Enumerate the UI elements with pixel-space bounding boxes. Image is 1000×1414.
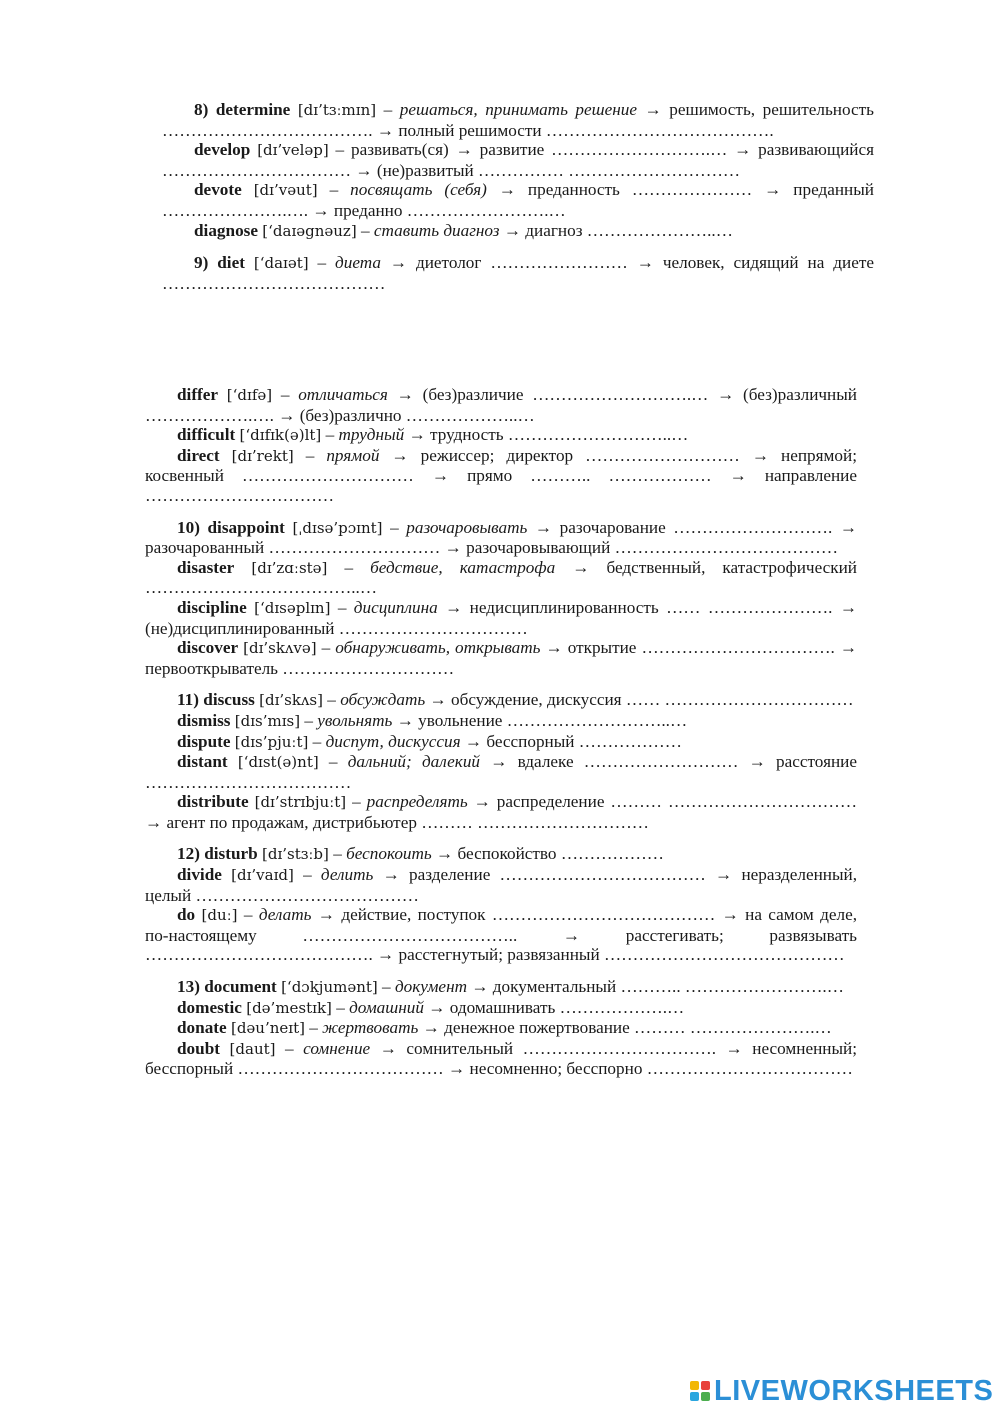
translation: диспут, дискуссия (325, 731, 461, 751)
transcription: [‘dɪfɪk(ə)lt] (239, 426, 322, 445)
entry (145, 385, 857, 425)
translation: дисциплина (353, 597, 438, 617)
translation: дальний; далекий (347, 752, 481, 772)
derivatives: → документальный ……….. …………………….… (467, 977, 844, 997)
entry (145, 638, 857, 678)
separator: – (346, 792, 367, 812)
translation: документ (394, 977, 468, 997)
translation: посвящать (себя) (350, 180, 487, 200)
separator: – (327, 557, 371, 577)
transcription: [dɪ’vaɪd] (231, 866, 294, 885)
separator: – (318, 752, 348, 772)
derivatives: → решимость, решительность ………………………………. → полный решимости …………………………………. (162, 100, 875, 140)
derivatives: → денежное пожертвование ……… ………………….… (418, 1018, 832, 1038)
logo-square (701, 1392, 710, 1401)
entry (145, 1018, 857, 1039)
headword: diagnose (194, 220, 258, 240)
entry (145, 558, 857, 598)
derivatives: → вдалеке ……………………… → расстояние ……………………………… (145, 752, 858, 792)
logo-square (701, 1381, 710, 1390)
separator: – (275, 1038, 304, 1058)
entry (162, 140, 874, 180)
translation: решаться, принимать решение (399, 100, 638, 119)
translation: ставить диагноз (373, 220, 500, 240)
translation: делить (320, 865, 374, 885)
transcription: [dɪ’strɪbjuːt] (254, 793, 347, 812)
separator: – (382, 517, 407, 537)
transcription: [ˌdɪsə’pɔɪnt] (292, 518, 383, 537)
entry (145, 865, 857, 905)
separator: – (308, 731, 326, 751)
headword: divide (177, 865, 222, 885)
separator: – (321, 425, 339, 445)
separator: – (328, 140, 351, 160)
translation: разочаровывать (406, 517, 528, 537)
entry (145, 905, 857, 965)
transcription: [‘daɪəgnəuz] (262, 221, 357, 240)
headword: distribute (177, 792, 249, 812)
entry (145, 752, 857, 792)
entry (145, 425, 857, 446)
translation: сомнение (303, 1038, 371, 1058)
logo-grid-icon (690, 1381, 710, 1401)
transcription: [daut] (229, 1039, 276, 1058)
entry (162, 180, 874, 220)
derivatives: → распределение ……… …………………………… → агент по продажам, дистрибьютер ……… ………………………… (145, 792, 858, 832)
translation: беспокоить (346, 844, 432, 864)
headword: domestic (177, 997, 242, 1017)
transcription: [‘dɪfə] (226, 386, 273, 404)
entry (145, 998, 857, 1019)
entry (145, 732, 857, 753)
separator: – (272, 385, 299, 404)
transcription: [dɪ’tɜːmɪn] (297, 101, 377, 119)
entry (145, 711, 857, 732)
headword: disaster (177, 557, 235, 577)
derivatives: → диетолог …………………… → человек, сидящий на диете ………………………………… (162, 253, 874, 293)
liveworksheets-logo (690, 1376, 993, 1406)
translation: обнаруживать, открывать (335, 638, 541, 658)
headword: 8) determine (194, 100, 291, 119)
logo-square (690, 1381, 699, 1390)
headword: do (177, 905, 196, 925)
transcription: [‘dɔkjumənt] (281, 978, 378, 997)
translation: отличаться (298, 385, 388, 404)
separator: – (328, 844, 347, 864)
entry (162, 221, 874, 242)
derivatives: → увольнение ………………………..… (392, 710, 688, 730)
transcription: [dɪs’mɪs] (234, 711, 301, 730)
entry (162, 100, 874, 140)
translation: трудный (338, 425, 405, 445)
transcription: [dɪ’stɜːb] (262, 845, 329, 864)
translation: прямой (326, 445, 380, 465)
separator: – (293, 445, 327, 465)
headword: discipline (177, 597, 247, 617)
derivatives: → трудность ………………………..… (404, 425, 689, 445)
headword: doubt (177, 1038, 220, 1058)
derivatives: развивать(ся) → развитие ……………………….… → развивающийся …………………………… → (не)развитый …………… ………………………… (162, 140, 875, 180)
headword: donate (177, 1018, 227, 1038)
derivatives: → диагноз …………………..… (499, 220, 733, 240)
headword: difficult (177, 425, 236, 445)
entry (145, 518, 857, 558)
separator: – (317, 180, 351, 200)
headword: 10) disappoint (177, 517, 285, 537)
translation: домашний (349, 997, 424, 1017)
translation: увольнять (317, 710, 393, 730)
transcription: [duː] (201, 906, 238, 925)
derivatives: → разочарование ………………………. → разочарованный ………………………… → разочаровывающий ………………………………… (145, 517, 858, 558)
transcription: [dɪ’skʌvə] (243, 639, 317, 658)
transcription: [də’mestɪk] (246, 998, 332, 1017)
transcription: [‘dɪsəplɪn] (254, 598, 331, 617)
headword: devote (194, 180, 242, 200)
derivatives: → открытие ……………………………. → первооткрыватель ………………………… (145, 638, 858, 678)
derivatives: → бесспорный ……………… (460, 731, 682, 751)
separator: – (300, 710, 318, 730)
entry (145, 446, 857, 506)
transcription: [dɪs’pjuːt] (234, 732, 309, 751)
logo-square (690, 1392, 699, 1401)
separator: – (331, 997, 350, 1017)
derivatives: → беспокойство ……………… (431, 844, 664, 864)
headword: differ (177, 385, 219, 404)
logo-text: LIVEWORKSHEETS (714, 1375, 994, 1407)
transcription: [dɪ’vəut] (253, 181, 318, 200)
headword: distant (177, 752, 228, 772)
separator: – (304, 1018, 323, 1038)
separator: – (323, 690, 341, 710)
separator: – (308, 253, 336, 273)
headword: dispute (177, 731, 231, 751)
transcription: [‘dɪst(ə)nt] (237, 753, 319, 772)
separator: – (330, 597, 354, 617)
transcription: [dɪ’veləp] (257, 141, 329, 160)
entry (145, 977, 857, 998)
translation: распределять (366, 792, 468, 812)
vocabulary-section-1 (162, 100, 874, 293)
translation: бедствие, катастрофа (370, 557, 556, 577)
derivatives: → недисциплинированность …… …………………. → (не)дисциплинированный …………………………… (145, 597, 858, 638)
derivatives: → разделение ……………………………… → неразделенный, целый ………………………………… (145, 865, 858, 905)
derivatives: → (без)различие ……………………….… → (без)различный ……………….…. → (без)различно ………………..… (145, 385, 858, 425)
headword: dismiss (177, 710, 231, 730)
vocabulary-section-2 (145, 385, 857, 1079)
transcription: [‘daɪət] (253, 254, 309, 273)
entry (145, 792, 857, 832)
entry (145, 844, 857, 865)
derivatives: → одомашнивать ……………….… (423, 997, 685, 1017)
translation: делать (258, 905, 312, 925)
separator: – (237, 905, 259, 925)
translation: обсуждать (340, 690, 426, 710)
entry (145, 598, 857, 638)
separator: – (316, 638, 336, 658)
transcription: [dɪ’skʌs] (259, 691, 323, 710)
entry (145, 1039, 857, 1079)
transcription: [dɪ’rekt] (231, 446, 294, 465)
translation: жертвовать (322, 1018, 419, 1038)
derivatives: → режиссер; директор ……………………… → непрямой; косвенный ………………………… → прямо ……….. ……………… → направление …………………………… (145, 445, 858, 505)
derivatives: → преданность ………………… → преданный ………………….…. → преданно …………………….… (162, 180, 874, 220)
translation: диета (335, 253, 381, 273)
headword: discover (177, 638, 239, 658)
separator: – (376, 100, 400, 119)
headword: 12) disturb (177, 844, 258, 864)
headword: develop (194, 140, 251, 160)
headword: direct (177, 445, 220, 465)
separator: – (293, 865, 321, 885)
headword: 13) document (177, 977, 277, 997)
derivatives: → обсуждение, дискуссия …… …………………………… (425, 690, 854, 710)
derivatives: → сомнительный ……………………………. → несомненный; бесспорный ……………………………… → несомненно; бесспорно ……………………………… (145, 1038, 858, 1079)
transcription: [dɪ’zɑːstə] (251, 558, 328, 577)
derivatives: → бедственный, катастрофический ………………………………..… (145, 557, 858, 598)
headword: 9) diet (194, 253, 245, 273)
entry (145, 690, 857, 711)
entry (162, 253, 874, 293)
separator: – (377, 977, 395, 997)
transcription: [dəu’neɪt] (230, 1019, 305, 1038)
separator: – (356, 220, 374, 240)
derivatives: → действие, поступок ………………………………… → на самом деле, по-настоящему ……………………………….. → расстегивать; развязывать …………………………………. → расстегнутый; развязанный …………………………………… (145, 905, 858, 965)
headword: 11) discuss (177, 690, 255, 710)
